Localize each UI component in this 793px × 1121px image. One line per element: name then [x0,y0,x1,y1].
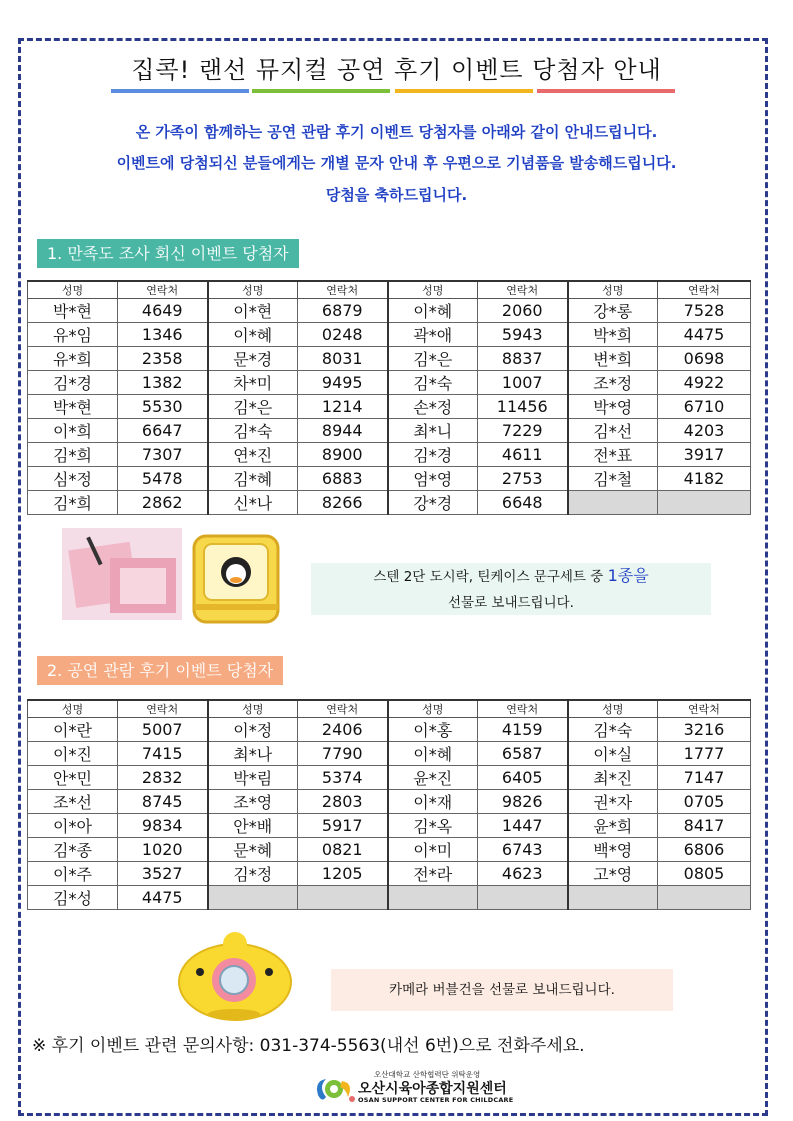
winner-name [388,886,478,910]
winner-name: 변*희 [568,347,658,371]
winner-phone: 7528 [658,299,751,323]
section2-heading: 2. 공연 관람 후기 이벤트 당첨자 [37,656,283,685]
section2-winners-table [27,699,751,910]
winner-name: 엄*영 [388,467,478,491]
winner-name: 신*나 [208,491,298,515]
table-row [28,395,751,419]
winner-name [208,886,298,910]
winner-name: 최*니 [388,419,478,443]
header-phone: 연락처 [298,700,388,718]
title-underline-green [252,89,390,93]
winner-name: 김*옥 [388,814,478,838]
winner-name: 김*은 [208,395,298,419]
header-phone: 연락처 [478,700,568,718]
winner-name: 안*민 [28,766,118,790]
stationery-tincase-gift-image [186,530,286,630]
winner-phone: 6648 [478,491,568,515]
winner-name: 최*진 [568,766,658,790]
winner-phone: 2803 [298,790,388,814]
winner-phone: 9826 [478,790,568,814]
winner-name: 김*정 [208,862,298,886]
winner-phone: 8745 [118,790,208,814]
winner-phone: 7307 [118,443,208,467]
table-row [28,323,751,347]
winner-name: 연*진 [208,443,298,467]
winner-phone [658,886,751,910]
intro-line-2: 이벤트에 당첨되신 분들에게는 개별 문자 안내 후 우편으로 기념품을 발송해드립니다. [116,154,677,172]
winner-phone: 6879 [298,299,388,323]
winner-phone: 4159 [478,718,568,742]
section1-winners-table [27,280,751,515]
winner-name: 이*현 [208,299,298,323]
table-row [28,419,751,443]
winner-phone: 9834 [118,814,208,838]
winner-phone: 1346 [118,323,208,347]
table-row [28,814,751,838]
table-row [28,718,751,742]
bubble-gun-camera-gift-image [172,922,298,1022]
intro-line-1: 온 가족이 함께하는 공연 관람 후기 이벤트 당첨자를 아래와 같이 안내드립니다. [135,123,658,141]
winner-name: 이*아 [28,814,118,838]
winner-name: 유*임 [28,323,118,347]
winner-phone: 2406 [298,718,388,742]
winner-phone [658,491,751,515]
winner-phone: 1007 [478,371,568,395]
table-row [28,742,751,766]
winner-name [568,491,658,515]
winner-name: 김*혜 [208,467,298,491]
winner-name: 강*경 [388,491,478,515]
header-phone: 연락처 [298,281,388,299]
header-name: 성명 [208,700,298,718]
winner-phone: 7415 [118,742,208,766]
winner-phone: 3527 [118,862,208,886]
winner-name: 김*경 [388,443,478,467]
winner-name: 백*영 [568,838,658,862]
winner-phone: 4203 [658,419,751,443]
winner-phone: 1205 [298,862,388,886]
winner-phone: 6647 [118,419,208,443]
winner-name: 곽*애 [388,323,478,347]
winner-name: 윤*진 [388,766,478,790]
winner-phone: 8837 [478,347,568,371]
winner-name: 박*현 [28,299,118,323]
table-row [28,299,751,323]
winner-phone: 6883 [298,467,388,491]
winner-name: 박*영 [568,395,658,419]
table-row [28,443,751,467]
page-title: 집콕! 랜선 뮤지컬 공연 후기 이벤트 당첨자 안내 [131,56,662,84]
lunchbox-gift-image [62,528,182,620]
winner-phone: 5530 [118,395,208,419]
winner-phone: 5374 [298,766,388,790]
winner-phone: 2832 [118,766,208,790]
winner-name: 김*숙 [388,371,478,395]
winner-phone: 0248 [298,323,388,347]
winner-phone: 0698 [658,347,751,371]
winner-phone: 8031 [298,347,388,371]
winner-phone: 8900 [298,443,388,467]
table-row [28,838,751,862]
intro-line-3: 당첨을 축하드립니다. [325,186,468,204]
winner-name: 이*란 [28,718,118,742]
winner-name: 김*선 [568,419,658,443]
gift1-highlight: 1종을 [607,566,649,585]
winner-phone: 1382 [118,371,208,395]
winner-phone: 4475 [118,886,208,910]
winner-name: 김*종 [28,838,118,862]
table-row [28,347,751,371]
winner-phone: 0805 [658,862,751,886]
winner-phone: 3216 [658,718,751,742]
winner-phone: 1447 [478,814,568,838]
header-name: 성명 [568,281,658,299]
header-phone: 연락처 [658,281,751,299]
section1-heading: 1. 만족도 조사 회신 이벤트 당첨자 [37,239,299,268]
winner-phone: 7790 [298,742,388,766]
table-header-row [28,281,751,299]
winner-phone: 6587 [478,742,568,766]
header-name: 성명 [28,281,118,299]
center-logo [312,1069,522,1107]
winner-phone: 3917 [658,443,751,467]
logo-operator-text: 오산대학교 산학협력단 위탁운영 [374,1070,481,1079]
winner-phone: 5007 [118,718,208,742]
winner-name: 차*미 [208,371,298,395]
winner-name: 조*정 [568,371,658,395]
winner-name: 이*정 [208,718,298,742]
header-name: 성명 [568,700,658,718]
winner-name: 이*실 [568,742,658,766]
winner-phone: 7147 [658,766,751,790]
winner-phone: 6710 [658,395,751,419]
winner-phone: 8417 [658,814,751,838]
table-row [28,886,751,910]
winner-phone: 6743 [478,838,568,862]
table-row [28,862,751,886]
winner-phone: 5943 [478,323,568,347]
gift1-text-line2: 선물로 보내드립니다. [448,595,574,611]
winner-name: 전*표 [568,443,658,467]
winner-name: 이*희 [28,419,118,443]
table-row [28,790,751,814]
header-phone: 연락처 [478,281,568,299]
winner-name: 최*나 [208,742,298,766]
winner-name: 김*희 [28,443,118,467]
header-name: 성명 [388,700,478,718]
winner-name: 조*선 [28,790,118,814]
section1-gift-notice [311,563,711,615]
table-row [28,467,751,491]
winner-name: 김*철 [568,467,658,491]
winner-name: 박*희 [568,323,658,347]
table-row [28,766,751,790]
winner-phone: 1777 [658,742,751,766]
winner-name: 이*주 [28,862,118,886]
section2-gift-notice: 카메라 버블건을 선물로 보내드립니다. [331,969,673,1011]
winner-phone: 1020 [118,838,208,862]
contact-info: ※ 후기 이벤트 관련 문의사항: 031-374-5563(내선 6번)으로 전화주세요. [32,1036,585,1056]
winner-name: 이*진 [28,742,118,766]
header-phone: 연락처 [118,281,208,299]
winner-phone: 4182 [658,467,751,491]
winner-name: 이*혜 [388,299,478,323]
winner-name: 조*영 [208,790,298,814]
winner-phone: 6806 [658,838,751,862]
header-name: 성명 [208,281,298,299]
winner-phone: 2753 [478,467,568,491]
title-underline-yellow [395,89,533,93]
winner-phone: 8266 [298,491,388,515]
winner-phone: 4611 [478,443,568,467]
winner-phone [298,886,388,910]
table-row [28,371,751,395]
winner-phone: 2060 [478,299,568,323]
winner-name: 김*경 [28,371,118,395]
winner-phone: 0705 [658,790,751,814]
winner-name: 문*경 [208,347,298,371]
winner-phone: 5478 [118,467,208,491]
winner-name: 고*영 [568,862,658,886]
winner-name: 문*혜 [208,838,298,862]
winner-name: 윤*희 [568,814,658,838]
winner-phone: 5917 [298,814,388,838]
winner-name: 이*재 [388,790,478,814]
title-underline-blue [111,89,249,93]
winner-name: 강*롱 [568,299,658,323]
header-name: 성명 [388,281,478,299]
winner-name: 김*숙 [568,718,658,742]
winner-name: 박*현 [28,395,118,419]
winner-phone [478,886,568,910]
header-phone: 연락처 [658,700,751,718]
winner-phone: 2358 [118,347,208,371]
winner-name: 안*배 [208,814,298,838]
center-logo-icon [312,1071,356,1105]
winner-name: 전*라 [388,862,478,886]
winner-name: 김*숙 [208,419,298,443]
winner-phone: 4649 [118,299,208,323]
winner-name: 손*정 [388,395,478,419]
winner-phone: 4922 [658,371,751,395]
winner-phone: 4623 [478,862,568,886]
header-name: 성명 [28,700,118,718]
table-header-row [28,700,751,718]
winner-name: 심*정 [28,467,118,491]
winner-phone: 2862 [118,491,208,515]
winner-phone: 6405 [478,766,568,790]
winner-name: 김*은 [388,347,478,371]
winner-name: 이*홍 [388,718,478,742]
header-phone: 연락처 [118,700,208,718]
winner-phone: 9495 [298,371,388,395]
table-row [28,491,751,515]
winner-name: 이*미 [388,838,478,862]
winner-name: 권*자 [568,790,658,814]
winner-phone: 7229 [478,419,568,443]
winner-name: 이*혜 [208,323,298,347]
gift1-text: 스텐 2단 도시락, 틴케이스 문구세트 중 [373,569,608,585]
winner-phone: 11456 [478,395,568,419]
winner-name: 이*혜 [388,742,478,766]
winner-name: 김*성 [28,886,118,910]
winner-name: 김*희 [28,491,118,515]
logo-english-name: OSAN SUPPORT CENTER FOR CHILDCARE [358,1096,514,1104]
winner-phone: 4475 [658,323,751,347]
winner-phone: 0821 [298,838,388,862]
logo-center-name: 오산시육아종합지원센터 [358,1081,507,1097]
title-underline-red [537,89,675,93]
winner-name: 유*희 [28,347,118,371]
winner-phone: 8944 [298,419,388,443]
winner-name: 박*림 [208,766,298,790]
winner-name [568,886,658,910]
winner-phone: 1214 [298,395,388,419]
